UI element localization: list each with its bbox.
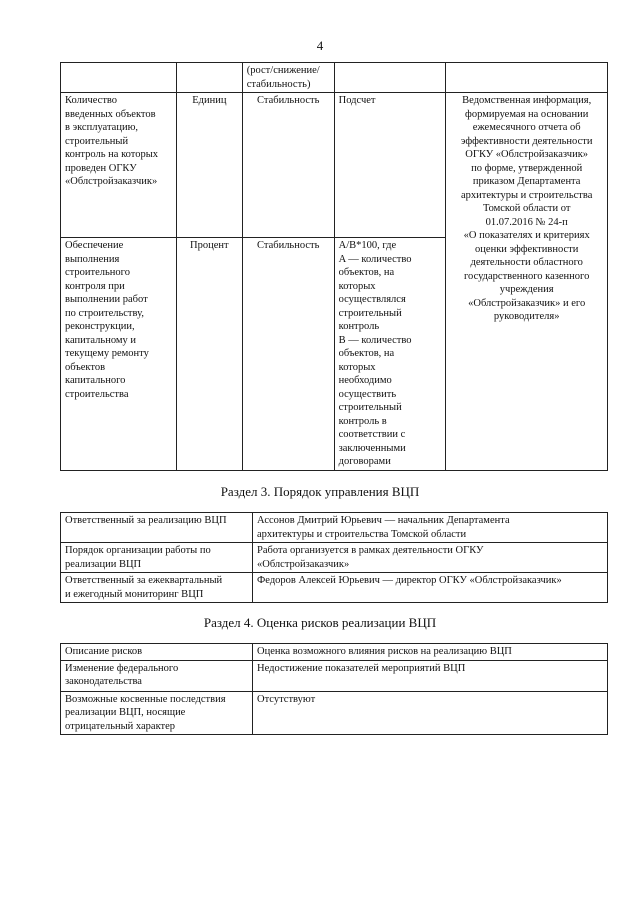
table-row [61,513,608,543]
table-cell [446,63,608,93]
indicator-unit: Единиц [176,93,242,238]
row-label: Описание рисков [61,644,253,661]
row-label: Изменение федерального законодательства [61,660,253,691]
indicator-unit: Процент [176,238,242,471]
table-row [61,644,608,661]
table-row [61,543,608,573]
indicator-dynamics: Стабильность [242,238,334,471]
indicator-method: A/B*100, где A — количество объектов, на которых осуществлялся строительный контроль B — количество объектов, на которых необходимо осуществить строительный контроль в соответствии с заключенными договорами [334,238,446,471]
row-label: Возможные косвенные последствия реализации ВЦП, носящие отрицательный характер [61,691,253,735]
section4-title: Раздел 4. Оценка рисков реализации ВЦП [203,615,437,630]
table-cell [334,63,446,93]
page-number: 4 [316,38,324,53]
risks-table [60,643,608,735]
table-row [61,93,608,238]
indicators-table [60,62,608,471]
table-row [61,573,608,603]
row-value: Недостижение показателей мероприятий ВЦП [253,660,608,691]
indicator-name: Обеспечение выполнения строительного контроля при выполнении работ по строительству, реконструкции, капитальному и текущему ремонту объектов капитального строительства [61,238,177,471]
table-cell: (рост/снижение/ стабильность) [242,63,334,93]
row-label: Порядок организации работы по реализации ВЦП [61,543,253,573]
section3-title: Раздел 3. Порядок управления ВЦП [220,484,420,499]
indicator-method: Подсчет [334,93,446,238]
row-value: Ассонов Дмитрий Юрьевич — начальник Департамента архитектуры и строительства Томской области [253,513,608,543]
indicator-dynamics: Стабильность [242,93,334,238]
management-table [60,512,608,603]
table-row [61,63,608,93]
row-value: Оценка возможного влияния рисков на реализацию ВЦП [253,644,608,661]
row-label: Ответственный за реализацию ВЦП [61,513,253,543]
row-value: Работа организуется в рамках деятельности ОГКУ «Облстройзаказчик» [253,543,608,573]
table-row [61,660,608,691]
row-label: Ответственный за ежеквартальный и ежегодный мониторинг ВЦП [61,573,253,603]
table-cell [176,63,242,93]
table-cell [61,63,177,93]
indicator-name: Количество введенных объектов в эксплуатацию, строительный контроль на которых проведен ОГКУ «Облстройзаказчик» [61,93,177,238]
row-value: Отсутствуют [253,691,608,735]
indicator-source: Ведомственная информация, формируемая на основании ежемесячного отчета об эффективности деятельности ОГКУ «Облстройзаказчик» по форме, утвержденной приказом Департамента архитектуры и строительства Томской области от 01.07.2016 № 24-п «О показателях и критериях оценки эффективности деятельности областного государственного казенного учреждения «Облстройзаказчик» и его руководителя» [446,93,608,471]
table-row [61,691,608,735]
row-value: Федоров Алексей Юрьевич — директор ОГКУ «Облстройзаказчик» [253,573,608,603]
